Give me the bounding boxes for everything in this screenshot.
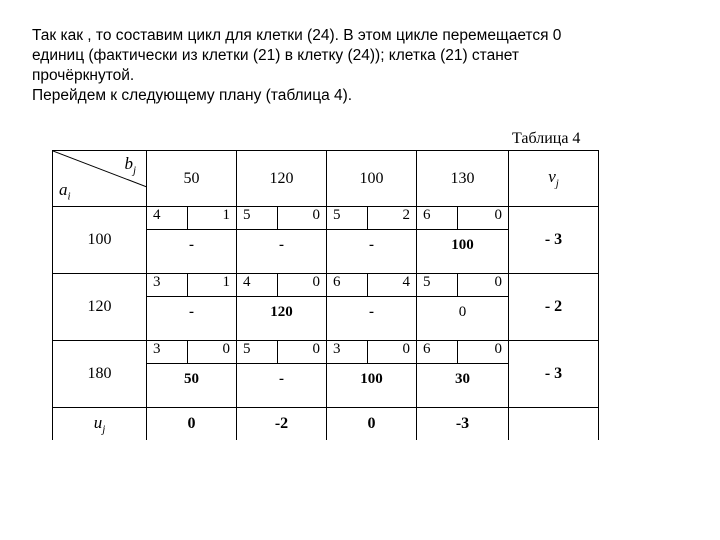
demand-b1: 50: [147, 151, 237, 207]
cell-11: [147, 207, 237, 274]
potential-value: 1: [222, 207, 230, 223]
potential-value: 1: [222, 274, 230, 290]
paragraph-line-4: Перейдем к следующему плану (таблица 4).: [32, 87, 353, 104]
u-header: $u_j$: [53, 408, 147, 441]
amount-value: -: [279, 371, 284, 387]
cost-value: 4: [243, 274, 251, 290]
cell-32: [237, 341, 327, 408]
cost-value: 6: [333, 274, 341, 290]
potential-value: 0: [402, 341, 410, 357]
supply-a1: 100: [53, 207, 147, 274]
cost-value: 5: [243, 341, 251, 357]
cost-value: 5: [243, 207, 251, 223]
potential-value: 0: [222, 341, 230, 357]
cost-value: 6: [423, 207, 431, 223]
supply-a2: 120: [53, 274, 147, 341]
cost-value: 6: [423, 341, 431, 357]
corner-a-label: $a_i$: [59, 179, 71, 202]
amount-value: -: [189, 237, 194, 253]
cell-23: [327, 274, 417, 341]
table-row: [53, 274, 599, 341]
paragraph-line-3: прочёркнутой.: [32, 67, 135, 84]
potential-value: 0: [312, 274, 320, 290]
amount-value: 50: [184, 371, 199, 387]
potential-value: 0: [494, 341, 502, 357]
cost-value: 3: [333, 341, 341, 357]
cost-value: 3: [153, 341, 161, 357]
table-row: [53, 207, 599, 274]
header-row: [53, 151, 599, 207]
cell-33: [327, 341, 417, 408]
cell-21: [147, 274, 237, 341]
cost-value: 3: [153, 274, 161, 290]
u-value-4: -3: [417, 408, 509, 441]
amount-value: -: [369, 304, 374, 320]
v-value-3: - 3: [509, 341, 599, 408]
table-row: [53, 341, 599, 408]
u-value-1: 0: [147, 408, 237, 441]
cell-22: [237, 274, 327, 341]
cost-value: 4: [153, 207, 161, 223]
cell-24: [417, 274, 509, 341]
u-value-2: -2: [237, 408, 327, 441]
potential-value: 4: [402, 274, 410, 290]
cell-34: [417, 341, 509, 408]
cost-value: 5: [423, 274, 431, 290]
u-value-3: 0: [327, 408, 417, 441]
table-caption: Таблица 4: [512, 130, 581, 147]
cell-31: [147, 341, 237, 408]
u-row: [53, 408, 599, 441]
amount-value: 120: [270, 304, 293, 320]
demand-b3: 100: [327, 151, 417, 207]
supply-a3: 180: [53, 341, 147, 408]
v-header: $v_j$: [509, 151, 599, 207]
corner-cell: [53, 151, 147, 207]
demand-b2: 120: [237, 151, 327, 207]
paragraph-line-2: единиц (фактически из клетки (21) в клетку (24)); клетка (21) станет: [32, 47, 519, 64]
paragraph-line-1: Так как , то составим цикл для клетки (24). В этом цикле перемещается 0: [32, 27, 562, 44]
cell-12: [237, 207, 327, 274]
explanation-paragraph: [32, 26, 692, 106]
potential-value: 0: [312, 341, 320, 357]
potential-value: 0: [494, 274, 502, 290]
amount-value: 0: [458, 304, 467, 320]
amount-value: 100: [360, 371, 383, 387]
potential-value: 0: [312, 207, 320, 223]
amount-value: 30: [455, 371, 470, 387]
cost-value: 5: [333, 207, 341, 223]
potential-value: 0: [494, 207, 502, 223]
cell-13: [327, 207, 417, 274]
u-empty-cell: [509, 408, 599, 441]
amount-value: 100: [451, 237, 474, 253]
v-value-2: - 2: [509, 274, 599, 341]
amount-value: -: [369, 237, 374, 253]
amount-value: -: [189, 304, 194, 320]
transport-plan-table: [52, 150, 599, 440]
corner-b-label: $b_j$: [124, 154, 136, 177]
potential-value: 2: [402, 207, 410, 223]
amount-value: -: [279, 237, 284, 253]
cell-14: [417, 207, 509, 274]
v-value-1: - 3: [509, 207, 599, 274]
demand-b4: 130: [417, 151, 509, 207]
